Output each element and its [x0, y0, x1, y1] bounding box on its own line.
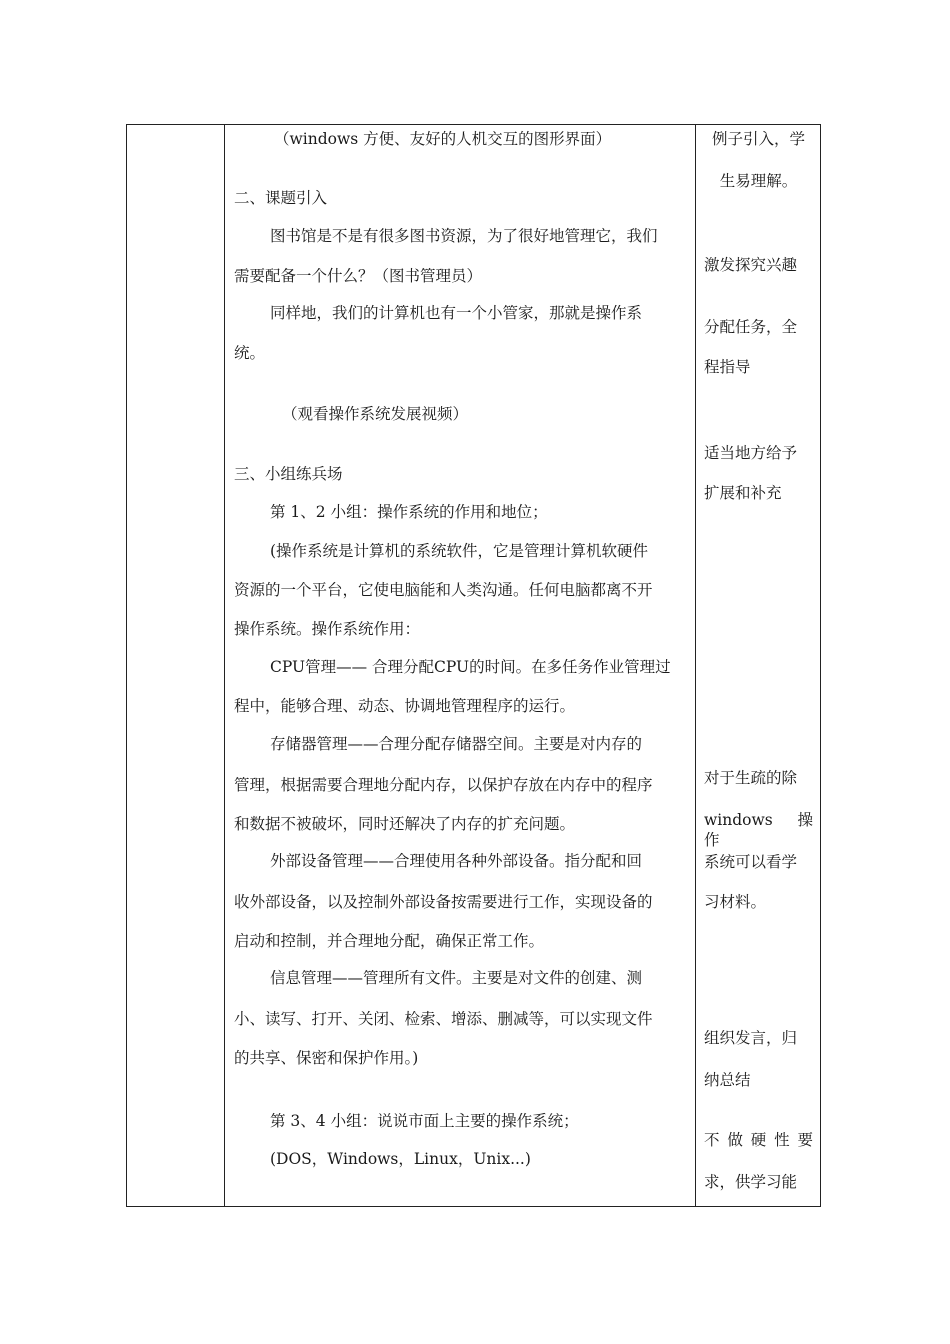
lesson-plan-table [126, 124, 821, 1207]
note-line: 对于生疏的除 [704, 769, 798, 787]
note-line: 例子引入，学 [711, 130, 805, 148]
note-line: 习材料。 [704, 893, 767, 911]
note-line: 系统可以看学 [704, 853, 798, 871]
text-line: （windows 方便、友好的人机交互的图形界面） [274, 130, 612, 148]
text-line: 管理，根据需要合理地分配内存，以保护存放在内存中的程序 [234, 776, 653, 794]
text-line: 需要配备一个什么？（图书管理员） [234, 267, 483, 285]
note-line: windows 操 作 [704, 811, 813, 849]
text-line: CPU管理—— 合理分配CPU的时间。在多任务作业管理过 [270, 658, 671, 676]
note-line: 纳总结 [704, 1071, 751, 1089]
note-line: 适当地方给予 [704, 444, 798, 462]
text-line: 同样地，我们的计算机也有一个小管家，那就是操作系 [270, 304, 643, 322]
text-line: 图书馆是不是有很多图书资源，为了很好地管理它，我们 [270, 227, 658, 245]
text-line: (操作系统是计算机的系统软件，它是管理计算机软硬件 [270, 542, 649, 560]
column-divider-left [224, 125, 225, 1206]
text-line: （观看操作系统发展视频） [282, 405, 469, 423]
text-line: 启动和控制，并合理地分配，确保正常工作。 [234, 932, 545, 950]
text-line: (DOS，Windows，Linux，Unix...) [270, 1150, 531, 1168]
note-line: 组织发言，归 [704, 1029, 798, 1047]
note-line: 程指导 [704, 358, 751, 376]
text-line: 资源的一个平台，它使电脑能和人类沟通。任何电脑都离不开 [234, 581, 653, 599]
text-line: 统。 [234, 344, 266, 362]
text-line: 和数据不被破坏，同时还解决了内存的扩充问题。 [234, 815, 576, 833]
text-line: 信息管理——管理所有文件。主要是对文件的创建、测 [270, 969, 643, 987]
section-heading: 三、小组练兵场 [234, 465, 343, 483]
note-line: 分配任务，全 [704, 318, 798, 336]
text-line: 操作系统。操作系统作用： [234, 620, 421, 638]
note-line: 生易理解。 [719, 172, 798, 190]
text-line: 的共享、保密和保护作用。) [234, 1049, 419, 1067]
column-divider-right [695, 125, 696, 1206]
teaching-content-column [234, 125, 689, 1206]
note-line: 激发探究兴趣 [704, 256, 798, 274]
text-line: 第 3、4 小组：说说市面上主要的操作系统； [270, 1112, 579, 1130]
text-line: 收外部设备，以及控制外部设备按需要进行工作，实现设备的 [234, 893, 653, 911]
note-line: 不 做 硬 性 要 [704, 1131, 813, 1149]
text-line: 程中，能够合理、动态、协调地管理程序的运行。 [234, 697, 576, 715]
text-line: 存储器管理——合理分配存储器空间。主要是对内存的 [270, 735, 643, 753]
text-line: 外部设备管理——合理使用各种外部设备。指分配和回 [270, 852, 643, 870]
note-line: 求，供学习能 [704, 1173, 798, 1191]
note-line: 扩展和补充 [704, 484, 782, 502]
section-heading: 二、课题引入 [234, 189, 328, 207]
text-line: 第 1、2 小组：操作系统的作用和地位； [270, 503, 548, 521]
design-intent-column [704, 125, 816, 1206]
text-line: 小、读写、打开、关闭、检索、增添、删减等，可以实现文件 [234, 1010, 653, 1028]
